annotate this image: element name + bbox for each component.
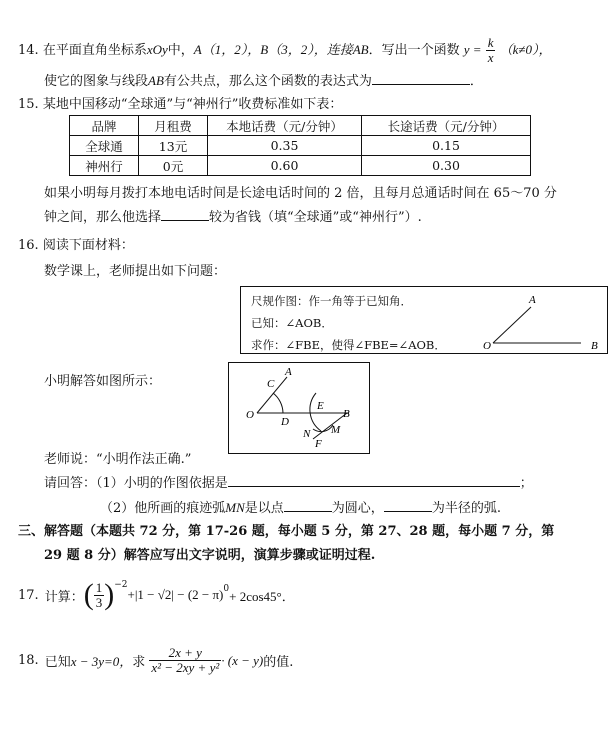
construction-box [228, 362, 370, 454]
table-header-cell: 品牌 [70, 116, 139, 136]
q16-part2-b: 是以点 [244, 501, 284, 516]
ray-bf [313, 413, 347, 439]
table-cell: 0.60 [208, 156, 362, 176]
q18-text-a: 已知 [44, 655, 71, 670]
q17-label: 计算： [44, 589, 84, 605]
label-e: E [317, 400, 324, 412]
q15-line3-b: 较为省钱（填“全球通”或“神州行”）. [209, 210, 422, 225]
q14-coord-sys: xOy [146, 42, 168, 57]
problem-line2: 已知：∠AOB． [251, 316, 333, 330]
q15-line2: 如果小明每月拨打本地电话时间是长途电话时间的 2 倍，且每月总通话时间在 65～70 分 [44, 186, 557, 201]
q16-ask-text: 请回答：（1）小明的作图依据是 [44, 476, 228, 491]
q17-exp-0: 0 [223, 584, 230, 594]
label-c: C [267, 378, 275, 390]
q14-line2-seg: AB [148, 73, 164, 88]
label-a: A [529, 294, 536, 306]
q16-basis-blank[interactable] [228, 474, 520, 487]
q17-abs-part: +|1 − √2| − (2 − π) [127, 587, 224, 602]
q15-line3 [44, 206, 422, 225]
q16-text: 阅读下面材料： [42, 238, 134, 253]
q14-line2-a: 使它的图象与线段 [44, 74, 149, 89]
q14-seg: AB [352, 42, 369, 57]
q17-right-paren: ) [104, 578, 115, 611]
q17-left-paren: ( [83, 578, 94, 611]
q16-part2-d: 为半径的弧. [431, 501, 501, 516]
table-cell: 0.35 [208, 136, 362, 156]
section3-line1: 三、解答题（本题共 72 分，第 17-26 题，每小题 5 分，第 27、28 题，每小题 7 分，第 [18, 524, 555, 539]
q17-line [18, 580, 295, 610]
table-header-cell: 长途话费（元/分钟） [362, 116, 531, 136]
label-o: O [246, 409, 254, 421]
q16-ask [44, 472, 533, 491]
table-cell: 13元 [139, 136, 208, 156]
problem-line3: 求作：∠FBE，使得∠FBE=∠AOB． [251, 338, 446, 352]
q18-mult: · (x − y) [221, 652, 264, 668]
q16-radius-blank[interactable] [384, 499, 432, 512]
q16-line2: 数学课上，老师提出如下问题： [44, 264, 227, 279]
q18-tail: 的值. [263, 655, 294, 670]
problem-line1: 尺规作图：作一角等于已知角． [251, 294, 412, 308]
q15-answer-blank[interactable] [161, 208, 209, 221]
q14-line2 [44, 70, 483, 89]
q15-number: 15. [18, 97, 39, 112]
table-cell: 0.30 [362, 156, 531, 176]
table-header-cell: 月租费 [139, 116, 208, 136]
label-b: B [343, 408, 350, 420]
ray-oa [493, 307, 531, 343]
q16-center-blank[interactable] [284, 499, 332, 512]
table-cell: 神州行 [70, 156, 139, 176]
construction-figure [229, 363, 369, 453]
teacher-remark: 老师说：“小明作法正确.” [44, 452, 192, 467]
q15-line3-a: 钟之间，那么他选择 [44, 210, 162, 225]
q16-ask-end: ； [519, 476, 533, 491]
q17-exp-neg2: −2 [114, 580, 128, 590]
q14-cond: （k≠0）， [499, 42, 552, 57]
q16-line1 [18, 234, 134, 253]
table-header-cell: 本地话费（元/分钟） [208, 116, 362, 136]
problem-box [240, 286, 608, 354]
q16-number: 16. [18, 238, 39, 253]
label-n: N [303, 428, 311, 440]
q14-line2-end: ． [469, 74, 483, 89]
label-b: B [591, 340, 598, 351]
label-d: D [281, 416, 289, 428]
q14-func-den: x [487, 50, 494, 65]
q17-fraction [94, 581, 105, 610]
arc-e [310, 393, 321, 431]
label-m: M [331, 424, 341, 436]
table-cell: 全球通 [70, 136, 139, 156]
q16-part2-c: 为圆心， [331, 501, 384, 516]
table-cell: 0元 [139, 156, 208, 176]
q18-frac-den: x² − 2xy + y² [151, 660, 220, 675]
q14-number: 14. [18, 43, 39, 58]
q14-point-a: A（1，2）， [193, 42, 261, 57]
q14-func-lhs: y = [463, 42, 482, 57]
q17-tail: + 2cos45°． [229, 588, 295, 604]
q18-number: 18. [18, 653, 39, 668]
q14-line2-b: 有公共点，那么这个函数的表达式为 [163, 74, 372, 89]
q18-line [18, 646, 293, 675]
label-o: O [483, 340, 491, 351]
q14-answer-blank[interactable] [372, 72, 470, 85]
table-row [70, 156, 531, 176]
q18-cond: x − 3y=0， [70, 654, 133, 669]
q18-fraction [149, 646, 221, 675]
table-row [70, 136, 531, 156]
q16-part2-a: （2）他所画的痕迹弧 [100, 501, 226, 516]
arc-cd [273, 393, 283, 413]
q14-text-b: 中， [167, 43, 194, 58]
q14-func-fraction [486, 36, 496, 65]
q16-part2 [100, 497, 501, 516]
label-f: F [315, 438, 322, 450]
q17-frac-num: 1 [95, 579, 103, 595]
angle-aob-figure [481, 287, 605, 351]
q14-line1 [18, 36, 552, 65]
q15-text: 某地中国移动“全球通”与“神州行”收费标准如下表： [42, 97, 343, 112]
q16-part2-arc: MN [225, 500, 245, 515]
table-header-row [70, 116, 531, 136]
section3-line2: 29 题 8 分）解答应写出文字说明，演算步骤或证明过程. [44, 548, 376, 563]
answer-intro: 小明解答如图所示： [44, 374, 162, 389]
table-cell: 0.15 [362, 136, 531, 156]
fee-table [69, 115, 531, 176]
q17-number: 17. [18, 587, 39, 603]
q14-func-num: k [487, 35, 494, 50]
q14-text-a: 在平面直角坐标系 [42, 43, 147, 58]
q17-frac-den: 3 [95, 594, 103, 610]
q14-text-c: ．写出一个函数 [368, 43, 460, 58]
q18-text-b: 求 [132, 655, 146, 670]
q14-point-b: B（3，2），连接 [260, 42, 353, 57]
q18-frac-num: 2x + y [149, 646, 221, 661]
label-a: A [285, 366, 292, 378]
q15-line1 [18, 93, 342, 112]
